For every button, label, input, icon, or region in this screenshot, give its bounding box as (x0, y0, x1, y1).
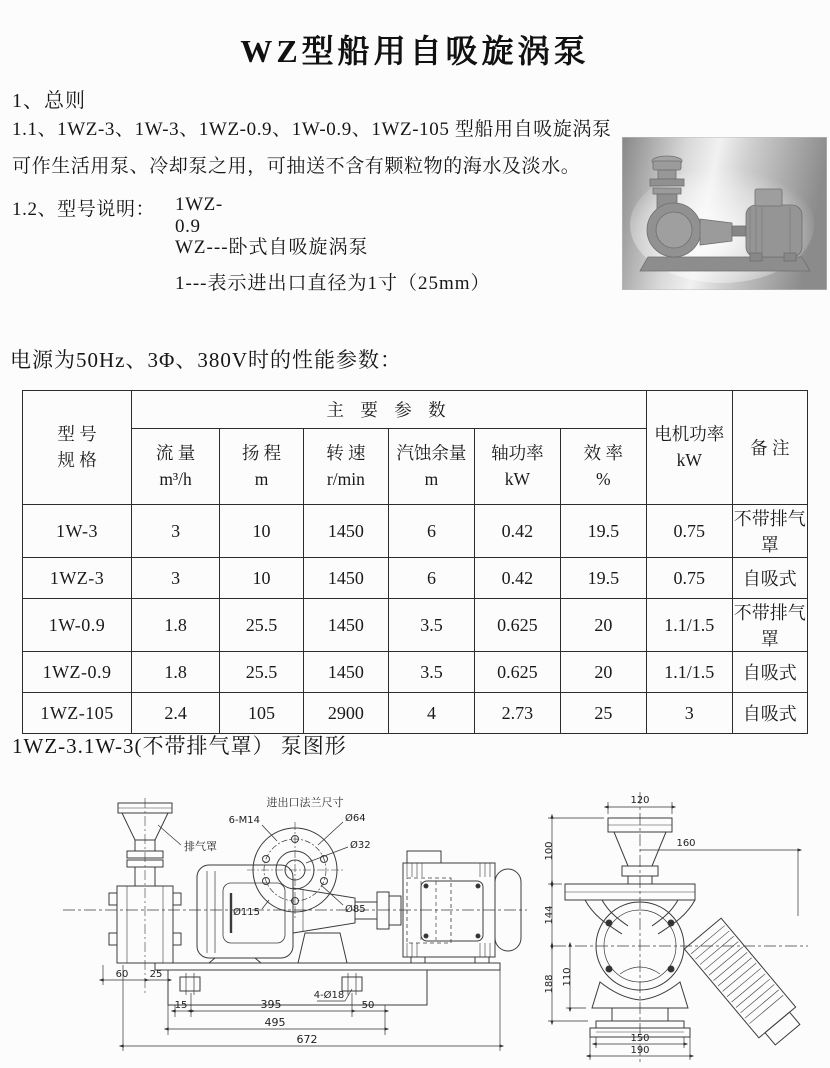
cell-model: 1W-0.9 (23, 599, 132, 652)
col-header-remark: 备 注 (732, 391, 807, 505)
table-row (23, 693, 808, 734)
col-header-model-line1: 型 号 (57, 424, 97, 445)
col-header-speed (304, 429, 389, 505)
cell-remark: 自吸式 (732, 558, 807, 599)
paragraph-line-2: 可作生活用泵、冷却泵之用，可抽送不含有颗粒物的海水及淡水。 (12, 156, 581, 177)
figure-heading: 1WZ-3.1W-3(不带排气罩） 泵图形 (12, 734, 347, 758)
dim-60-label: 60 (115, 969, 129, 980)
cell-speed: 1450 (304, 505, 389, 558)
cell-head: 10 (220, 505, 304, 558)
cell-motor-power: 0.75 (647, 505, 733, 558)
table-row (23, 558, 808, 599)
dim-holes-label: 4-Ø18 (313, 990, 345, 1001)
section-1-heading: 1、总则 (12, 90, 86, 112)
dim-110-label: 110 (562, 967, 573, 987)
cell-speed: 1450 (304, 652, 389, 693)
cell-flow: 3 (132, 558, 220, 599)
vent-hood-label: 排气罩 (184, 840, 217, 853)
col-header-head-unit: m (254, 468, 269, 489)
table-row (23, 505, 808, 558)
col-header-efficiency-unit: % (596, 468, 611, 489)
cell-efficiency: 20 (560, 599, 646, 652)
dim-160-label: 160 (676, 838, 696, 849)
model-1-line: 1---表示进出口直径为1寸（25mm） (175, 273, 491, 294)
dim-50-label: 50 (361, 1000, 375, 1011)
dim-100-label: 100 (544, 841, 555, 861)
cell-motor-power: 1.1/1.5 (647, 652, 733, 693)
dim-d85-label: Ø85 (345, 904, 366, 915)
dim-d64-label: Ø64 (345, 813, 366, 824)
cell-speed: 1450 (304, 558, 389, 599)
dim-150-label: 150 (630, 1033, 650, 1044)
cell-efficiency: 19.5 (560, 505, 646, 558)
col-header-head (220, 429, 304, 505)
model-wz-line: WZ---卧式自吸旋涡泵 (175, 237, 369, 258)
cell-flow: 2.4 (132, 693, 220, 734)
cell-npsh: 3.5 (388, 652, 474, 693)
col-header-speed-name: 转 速 (326, 443, 366, 464)
col-header-speed-unit: r/min (326, 468, 365, 489)
cell-model: 1WZ-0.9 (23, 652, 132, 693)
col-header-flow (132, 429, 220, 505)
dim-15-label: 15 (174, 1000, 188, 1011)
flange-bolt-label: 6-M14 (228, 815, 260, 826)
col-header-shaft-power-name: 轴功率 (491, 443, 544, 464)
col-header-npsh-name: 汽蚀余量 (396, 443, 467, 464)
col-header-flow-unit: m³/h (159, 468, 192, 489)
performance-table (22, 390, 808, 734)
dim-25-label: 25 (149, 969, 163, 980)
cell-head: 25.5 (220, 599, 304, 652)
table-row (23, 599, 808, 652)
dim-d115-label: Ø115 (233, 907, 260, 918)
col-group-main-params: 主 要 参 数 (132, 391, 647, 429)
paragraph-line-1: 1.1、1WZ-3、1W-3、1WZ-0.9、1W-0.9、1WZ-105 型船用自吸旋涡泵 (12, 119, 612, 140)
col-header-npsh-unit: m (424, 468, 439, 489)
cell-flow: 1.8 (132, 599, 220, 652)
table-intro: 电源为50Hz、3Φ、380V时的性能参数： (10, 348, 403, 372)
col-header-motor-power (647, 391, 733, 505)
col-header-shaft-power-unit: kW (504, 468, 531, 489)
cell-speed: 1450 (304, 599, 389, 652)
model-explanation-label: 1.2、型号说明： (12, 199, 156, 220)
pump-side-view-drawing (55, 793, 535, 1068)
cell-head: 10 (220, 558, 304, 599)
col-header-efficiency-name: 效 率 (583, 443, 624, 464)
cell-efficiency: 25 (560, 693, 646, 734)
col-header-efficiency (560, 429, 646, 505)
cell-npsh: 3.5 (388, 599, 474, 652)
cell-motor-power: 3 (647, 693, 733, 734)
cell-npsh: 6 (388, 505, 474, 558)
cell-motor-power: 0.75 (647, 558, 733, 599)
cell-head: 25.5 (220, 652, 304, 693)
cell-remark: 不带排气罩 (732, 505, 807, 558)
dim-395-label: 395 (260, 998, 282, 1011)
cell-model: 1W-3 (23, 505, 132, 558)
dim-190-label: 190 (630, 1045, 650, 1056)
dim-120-label: 120 (630, 795, 650, 806)
pump-photo-image (622, 137, 827, 290)
cell-shaft-power: 0.42 (475, 558, 561, 599)
cell-npsh: 4 (388, 693, 474, 734)
col-header-motor-power-line1: 电机功率 (654, 424, 725, 445)
dim-495-label: 495 (264, 1016, 286, 1029)
dim-672-label: 672 (296, 1033, 318, 1046)
cell-head: 105 (220, 693, 304, 734)
cell-remark: 自吸式 (732, 693, 807, 734)
col-header-shaft-power (475, 429, 561, 505)
col-header-motor-power-line2: kW (676, 449, 702, 470)
cell-model: 1WZ-3 (23, 558, 132, 599)
dim-188-label: 188 (544, 974, 555, 994)
pump-photo (622, 137, 827, 290)
cell-efficiency: 20 (560, 652, 646, 693)
cell-shaft-power: 0.42 (475, 505, 561, 558)
cell-efficiency: 19.5 (560, 558, 646, 599)
model-explanation-row (12, 194, 223, 237)
cell-speed: 2900 (304, 693, 389, 734)
dim-d32-label: Ø32 (350, 840, 371, 851)
cell-npsh: 6 (388, 558, 474, 599)
col-header-flow-name: 流 量 (155, 443, 196, 464)
col-header-model (23, 391, 132, 505)
col-header-npsh (388, 429, 474, 505)
cell-shaft-power: 0.625 (475, 652, 561, 693)
cell-shaft-power: 2.73 (475, 693, 561, 734)
cell-flow: 3 (132, 505, 220, 558)
flange-detail-title: 进出口法兰尺寸 (266, 796, 344, 809)
dim-144-label: 144 (544, 905, 555, 925)
cell-remark: 不带排气罩 (732, 599, 807, 652)
cell-motor-power: 1.1/1.5 (647, 599, 733, 652)
page-title: WZ型船用自吸旋涡泵 (240, 33, 590, 69)
cell-model: 1WZ-105 (23, 693, 132, 734)
col-header-head-name: 扬 程 (241, 443, 282, 464)
col-header-model-line2: 规 格 (57, 449, 97, 470)
cell-remark: 自吸式 (732, 652, 807, 693)
table-row (23, 652, 808, 693)
model-explanation-value: 1WZ-0.9 (175, 194, 223, 237)
cell-shaft-power: 0.625 (475, 599, 561, 652)
cell-flow: 1.8 (132, 652, 220, 693)
pump-end-view-drawing (540, 788, 830, 1068)
